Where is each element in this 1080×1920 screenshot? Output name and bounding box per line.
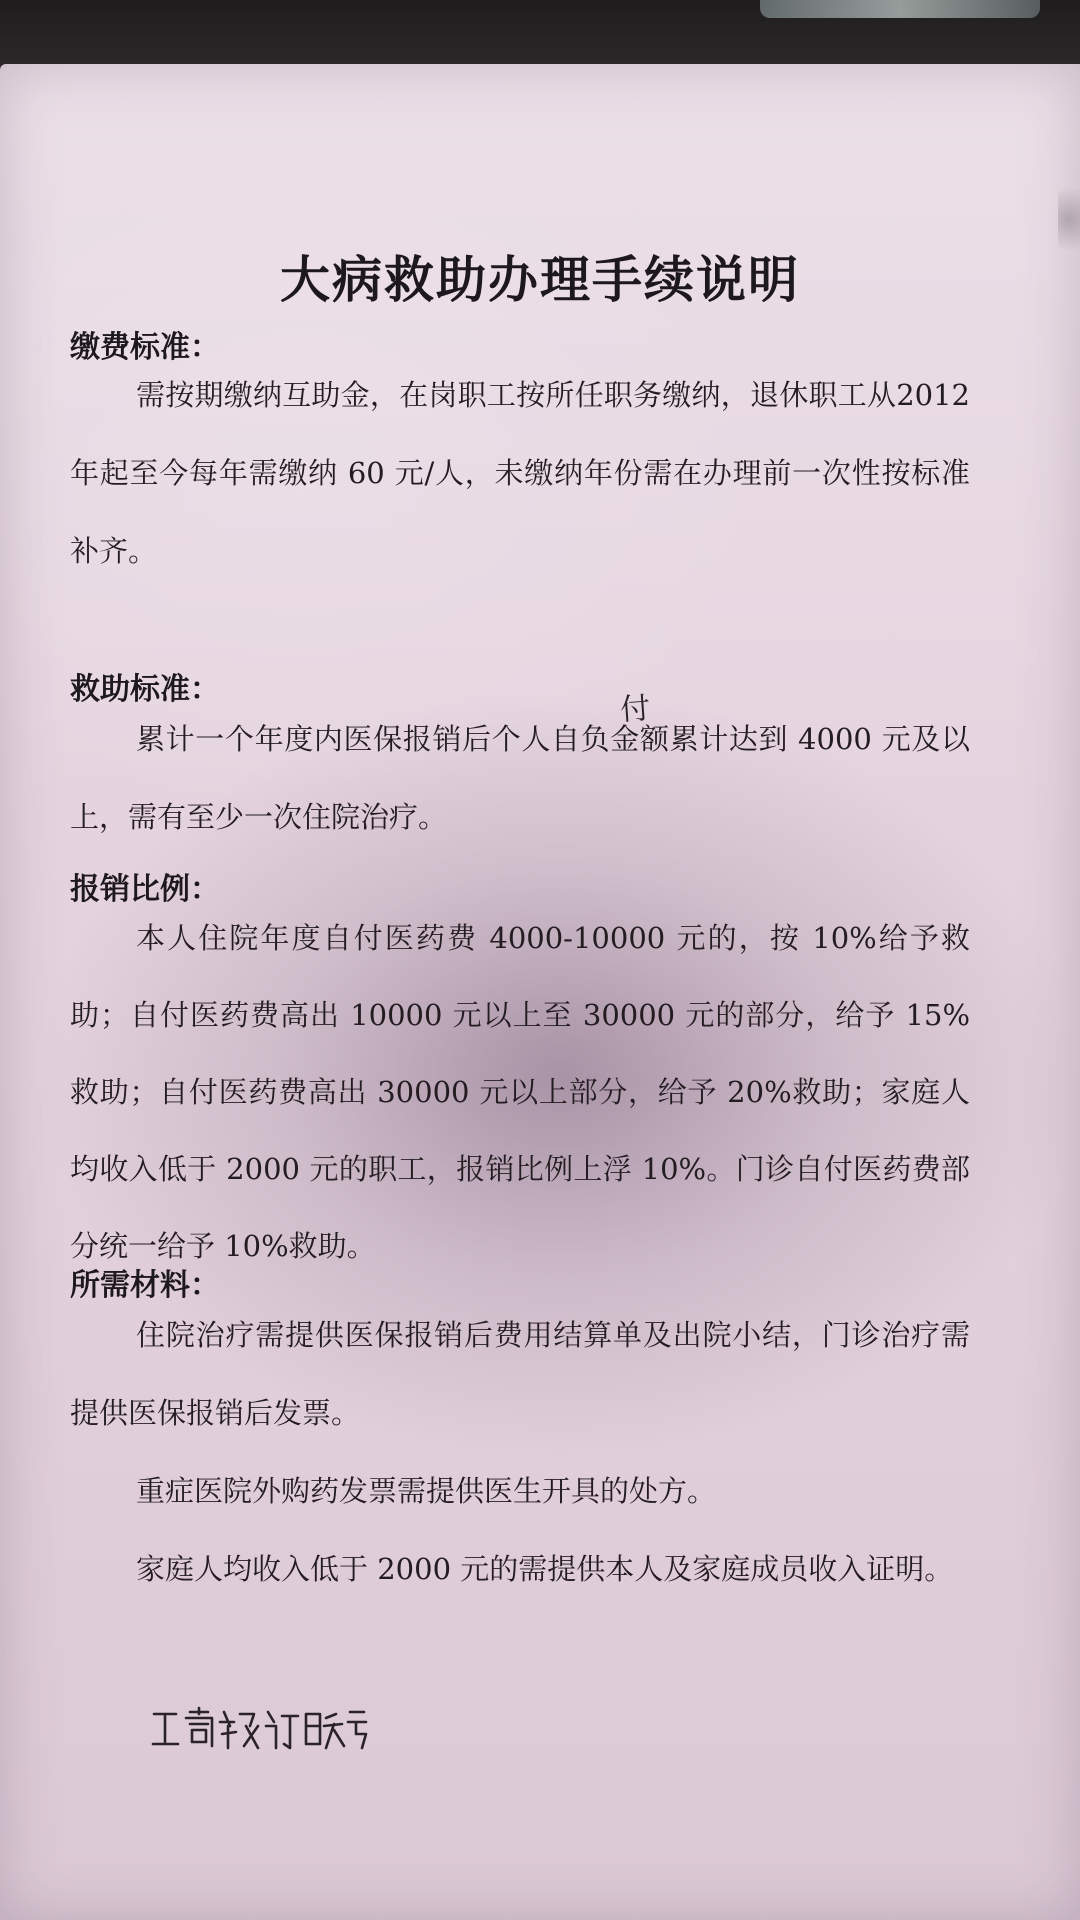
section-heading: 报销比例： bbox=[70, 872, 220, 907]
section-heading: 缴费标准： bbox=[70, 330, 220, 365]
document-title: 大病救助办理手续说明 bbox=[280, 250, 800, 309]
section-fee-standard-body bbox=[70, 356, 970, 590]
section-heading: 救助标准： bbox=[70, 672, 220, 707]
background-object bbox=[760, 0, 1040, 18]
paragraph: 重症医院外购药发票需提供医生开具的处方。 bbox=[136, 1474, 717, 1508]
section-reimbursement-ratio-body bbox=[70, 900, 970, 1285]
section-required-materials-body bbox=[70, 1296, 970, 1608]
paragraph: 累计一个年度内医保报销后个人自负金额累计达到 4000 元及以上，需有至少一次住院治疗。 bbox=[70, 722, 970, 834]
paragraph: 需按期缴纳互助金，在岗职工按所任职务缴纳，退休职工从2012 年起至今每年需缴纳 60 元/人，未缴纳年份需在办理前一次性按标准补齐。 bbox=[70, 378, 970, 568]
paragraph: 家庭人均收入低于 2000 元的需提供本人及家庭成员收入证明。 bbox=[136, 1552, 954, 1586]
section-heading: 所需材料： bbox=[70, 1268, 220, 1303]
section-aid-standard-body bbox=[70, 700, 970, 856]
handwritten-correction: 付 bbox=[619, 690, 652, 728]
paragraph: 本人住院年度自付医药费 4000-10000 元的，按 10%给予救助；自付医药费高出 10000 元以上至 30000 元的部分，给予 15%救助；自付医药费高出 30000 元以上部分，给予 20%救助；家庭人均收入低于 2000 元的职工，报销比例上浮 10%。门诊自付医药费部分统一给予 10%救助。 bbox=[70, 921, 970, 1263]
paragraph: 住院治疗需提供医保报销后费用结算单及出院小结，门诊治疗需提供医保报销后发票。 bbox=[70, 1318, 970, 1430]
document-paper bbox=[0, 64, 1080, 1920]
handwritten-signature bbox=[150, 1704, 370, 1754]
